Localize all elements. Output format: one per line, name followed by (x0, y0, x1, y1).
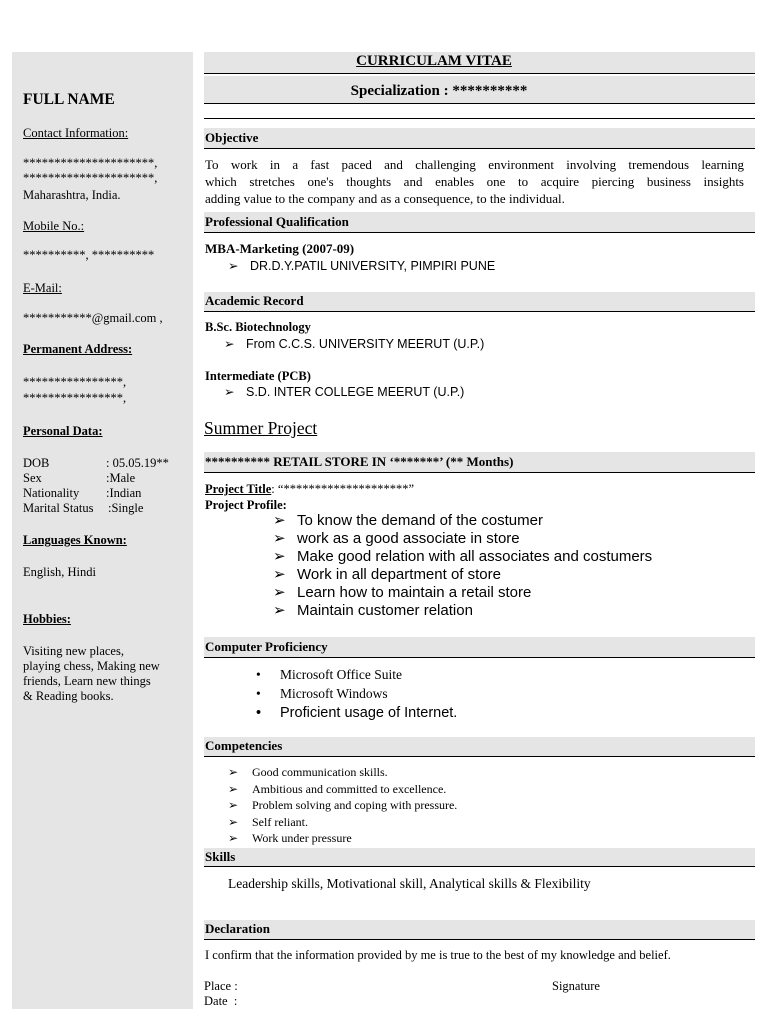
permanent-address-label: Permanent Address: (23, 342, 133, 356)
mba-university: DR.D.Y.PATIL UNIVERSITY, PIMPIRI PUNE (250, 259, 496, 273)
contact-line-2: *********************, (23, 171, 158, 185)
project-item-5 (273, 584, 531, 602)
competency-item-1 (228, 764, 388, 780)
languages-value: English, Hindi (23, 565, 96, 579)
mobile-value: **********, ********** (23, 248, 155, 262)
personal-sex-key: Sex (23, 471, 42, 485)
cv-title: CURRICULAM VITAE (356, 53, 512, 69)
dot-bullet-icon: • (256, 667, 261, 682)
signature-label: Signature (552, 979, 600, 993)
arrow-bullet-icon: ➢ (273, 530, 286, 547)
arrow-bullet-icon: ➢ (228, 831, 239, 845)
computer-item-text: Microsoft Windows (280, 686, 388, 701)
skills-heading: Skills (205, 849, 236, 864)
declaration-heading: Declaration (205, 921, 270, 936)
computer-item-1 (256, 667, 402, 683)
contact-line-3: Maharashtra, India. (23, 188, 121, 202)
summer-store-line: ********** RETAIL STORE IN ‘*******’ (** Months) (205, 454, 514, 469)
hobbies-line-1: Visiting new places, (23, 644, 124, 658)
competency-item-text: Ambitious and committed to excellence. (252, 782, 447, 796)
computer-item-2 (256, 686, 388, 702)
languages-label: Languages Known: (23, 533, 127, 547)
computer-item-text: Microsoft Office Suite (280, 667, 402, 682)
project-item-text: Learn how to maintain a retail store (297, 584, 532, 601)
academic-detail-1: From C.C.S. UNIVERSITY MEERUT (U.P.) (246, 337, 485, 351)
arrow-bullet-icon: ➢ (273, 548, 286, 565)
computer-heading: Computer Proficiency (205, 639, 328, 654)
project-item-3 (273, 548, 652, 566)
arrow-bullet-icon: ➢ (273, 584, 286, 601)
personal-dob-value: : 05.05.19** (106, 456, 169, 470)
personal-data-label: Personal Data: (23, 424, 103, 438)
competency-item-text: Good communication skills. (252, 765, 388, 779)
project-title-row (205, 481, 414, 497)
permanent-line-2: ****************, (23, 391, 127, 405)
professional-bar (204, 212, 755, 233)
hobbies-line-2: playing chess, Making new (23, 659, 160, 673)
project-item-text: work as a good associate in store (297, 530, 520, 547)
academic-bar (204, 292, 755, 312)
mba-degree: MBA-Marketing (2007-09) (205, 241, 355, 256)
date-label: Date : (204, 994, 238, 1008)
computer-item-text: Proficient usage of Internet. (280, 705, 458, 721)
arrow-bullet-icon: ➢ (273, 512, 286, 529)
mobile-label: Mobile No.: (23, 219, 85, 233)
competency-item-4 (228, 814, 308, 830)
project-item-1 (273, 512, 543, 530)
project-profile-label: Project Profile: (205, 498, 287, 512)
arrow-bullet-icon: ➢ (228, 765, 239, 779)
contact-label: Contact Information: (23, 126, 129, 140)
summer-heading: Summer Project (204, 418, 318, 438)
academic-title-2: Intermediate (PCB) (205, 369, 311, 383)
hobbies-line-3: friends, Learn new things (23, 674, 151, 688)
personal-nationality-value: :Indian (106, 486, 142, 500)
contact-line-1: *********************, (23, 156, 158, 170)
arrow-bullet-icon: ➢ (228, 815, 239, 829)
competency-item-5 (228, 830, 352, 846)
computer-bar (204, 637, 755, 658)
objective-heading: Objective (205, 130, 259, 145)
project-title-label: Project Title (205, 482, 272, 496)
arrow-bullet-icon: ➢ (228, 259, 239, 273)
project-item-text: Maintain customer relation (297, 602, 473, 619)
skills-text: Leadership skills, Motivational skill, Analytical skills & Flexibility (228, 876, 591, 891)
arrow-bullet-icon: ➢ (224, 385, 235, 399)
arrow-bullet-icon: ➢ (228, 798, 239, 812)
dot-bullet-icon: • (256, 705, 262, 721)
competency-item-2 (228, 781, 446, 797)
declaration-text: I confirm that the information provided by me is true to the best of my knowledge and belief. (205, 948, 671, 962)
declaration-bar (204, 920, 755, 940)
computer-item-3 (256, 705, 457, 721)
dot-bullet-icon: • (256, 686, 261, 701)
personal-nationality-key: Nationality (23, 486, 80, 500)
competency-item-text: Self reliant. (252, 815, 308, 829)
permanent-line-1: ****************, (23, 375, 127, 389)
academic-heading: Academic Record (205, 293, 304, 308)
project-item-text: To know the demand of the costumer (297, 512, 543, 529)
project-title-value: : “********************” (271, 482, 414, 496)
objective-line-3: adding value to the company and as a consequence, to the individual. (205, 191, 565, 206)
summer-store-bar (204, 452, 755, 473)
hobbies-line-4: & Reading books. (23, 689, 114, 703)
personal-sex-value: :Male (106, 471, 136, 485)
skills-bar (204, 848, 755, 867)
personal-dob-key: DOB (23, 456, 50, 470)
competency-item-3 (228, 797, 457, 813)
academic-title-1: B.Sc. Biotechnology (205, 320, 311, 334)
personal-marital-key: Marital Status (23, 501, 94, 515)
arrow-bullet-icon: ➢ (224, 337, 235, 351)
project-item-4 (273, 566, 501, 584)
competency-item-text: Work under pressure (252, 831, 352, 845)
email-value: ***********@gmail.com , (23, 311, 163, 325)
project-item-2 (273, 530, 520, 548)
place-label: Place : (204, 979, 238, 993)
competencies-heading: Competencies (205, 738, 283, 753)
personal-marital-value: :Single (108, 501, 144, 515)
mba-university-item (228, 258, 495, 274)
project-item-6 (273, 602, 473, 620)
full-name: FULL NAME (23, 91, 115, 108)
email-label: E-Mail: (23, 281, 62, 295)
competencies-bar (204, 737, 755, 757)
objective-line-1: To work in a fast paced and challenging environment involving tremendous learning (205, 157, 744, 172)
academic-detail-2-item (224, 384, 464, 400)
competency-item-text: Problem solving and coping with pressure. (252, 798, 458, 812)
academic-detail-1-item (224, 336, 484, 352)
project-item-text: Make good relation with all associates and costumers (297, 548, 653, 565)
objective-bar (204, 128, 755, 149)
header-rule (204, 118, 755, 119)
arrow-bullet-icon: ➢ (273, 602, 286, 619)
professional-heading: Professional Qualification (205, 214, 349, 229)
specialization: Specialization : ********** (350, 83, 528, 99)
academic-detail-2: S.D. INTER COLLEGE MEERUT (U.P.) (246, 385, 465, 399)
hobbies-label: Hobbies: (23, 612, 71, 626)
objective-line-2: which stretches one's thoughts and enables one to acquire piercing business insights (205, 174, 744, 189)
arrow-bullet-icon: ➢ (273, 566, 286, 583)
project-item-text: Work in all department of store (297, 566, 501, 583)
arrow-bullet-icon: ➢ (228, 782, 239, 796)
